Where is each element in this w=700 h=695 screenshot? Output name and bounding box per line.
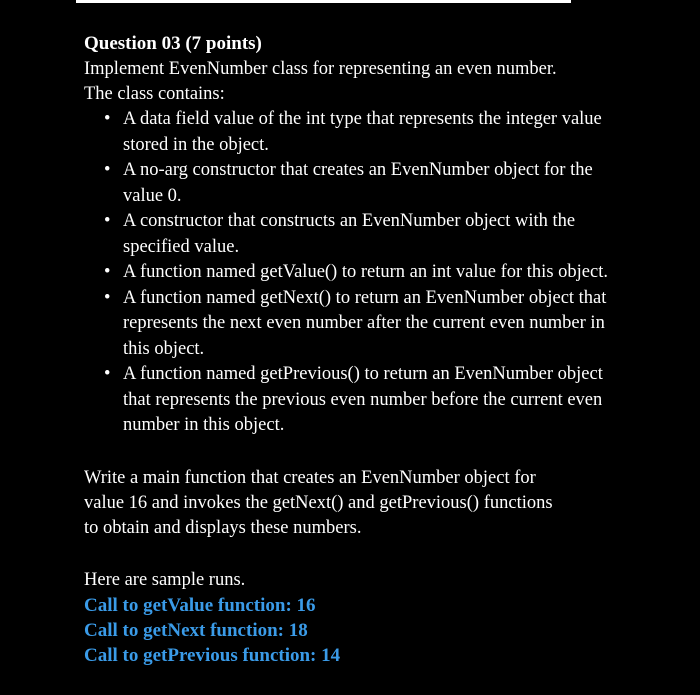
sample-run-line: Call to getNext function: 18 [84, 619, 308, 641]
requirement-text: A no-arg constructor that creates an EvenNumber object for the value 0. [123, 160, 593, 206]
requirement-text: A constructor that constructs an EvenNumber object with the specified value. [123, 211, 576, 257]
question-title: Question 03 (7 points) [84, 33, 262, 54]
bullet-icon: • [104, 109, 111, 129]
requirement-item [84, 286, 684, 363]
requirement-item [84, 158, 684, 209]
bullet-icon: • [104, 160, 111, 180]
requirement-text: A function named getPrevious() to return an EvenNumber object that represents the previous even number before the current even number in this object. [123, 364, 603, 435]
top-rule [76, 0, 571, 3]
bullet-icon: • [104, 211, 111, 231]
bullet-icon: • [104, 364, 111, 384]
sample-run-line: Call to getValue function: 16 [84, 594, 316, 616]
sample-runs [84, 593, 684, 668]
requirement-item [84, 107, 684, 158]
sample-run-line: Call to getPrevious function: 14 [84, 644, 341, 666]
main-instruction-line-3: to obtain and displays these numbers. [84, 517, 362, 538]
requirement-item [84, 260, 684, 286]
bullet-icon: • [104, 287, 111, 308]
question-document [84, 31, 684, 668]
bullet-icon: • [104, 262, 111, 282]
requirements-list [84, 107, 684, 439]
sample-runs-intro: Here are sample runs. [84, 569, 246, 590]
requirement-item [84, 209, 684, 260]
requirement-text: A data field value of the int type that represents the integer value stored in the object. [123, 109, 602, 155]
main-instruction-line-2: value 16 and invokes the getNext() and getPrevious() functions [84, 492, 553, 513]
intro-line-2: The class contains: [84, 84, 225, 104]
main-instruction-line-1: Write a main function that creates an EvenNumber object for [84, 467, 536, 488]
requirement-text: A function named getValue() to return an int value for this object. [123, 262, 608, 282]
requirement-item [84, 362, 684, 439]
requirement-text: A function named getNext() to return an EvenNumber object that represents the next even number after the current even number in this object. [123, 287, 607, 359]
intro-line-1: Implement EvenNumber class for representing an even number. [84, 59, 557, 79]
